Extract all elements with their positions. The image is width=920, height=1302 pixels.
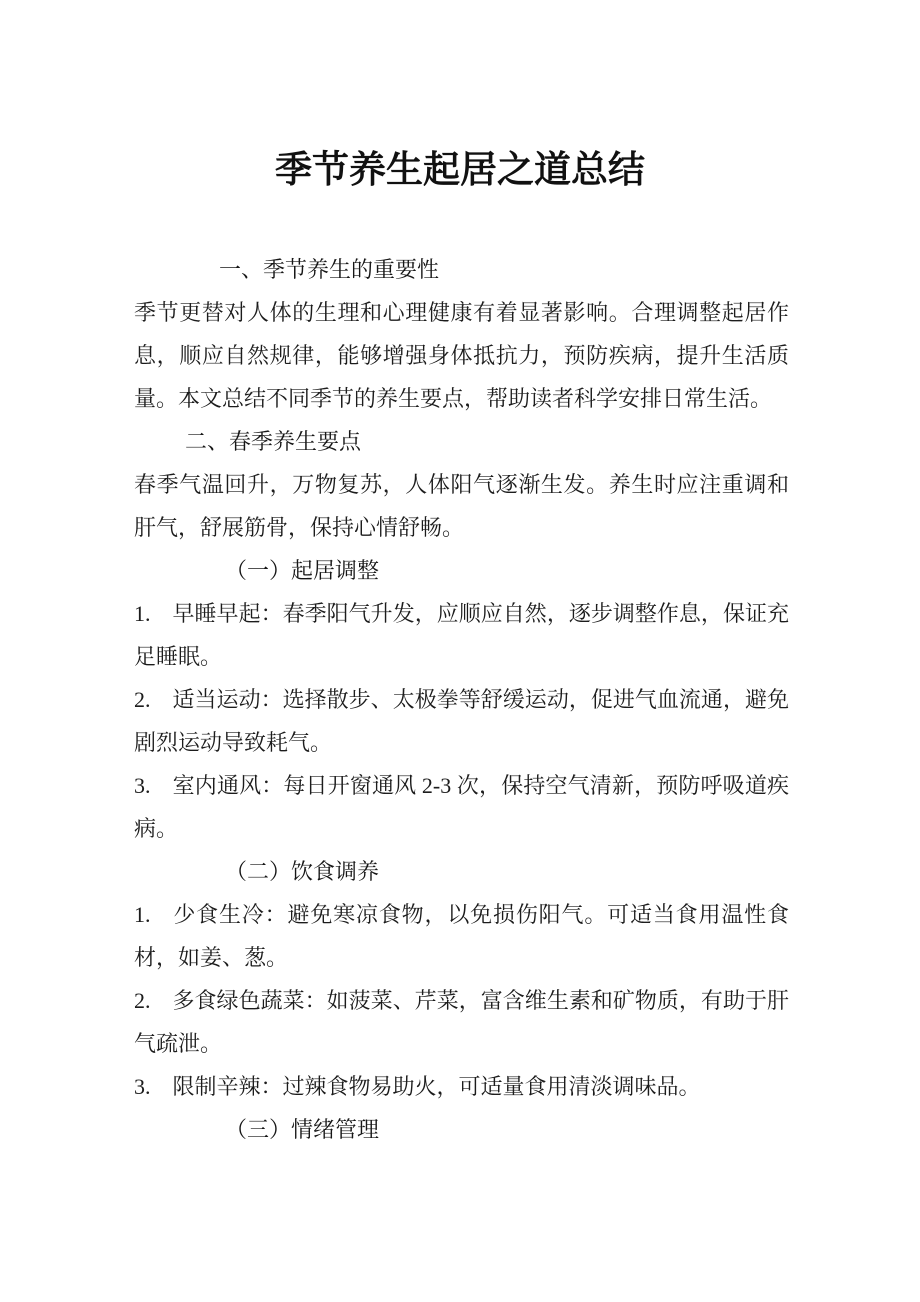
subsection-heading-routine: （一）起居调整 (225, 558, 380, 583)
subsection-heading-diet: （二）饮食调养 (225, 859, 380, 884)
doc-body (134, 248, 789, 1151)
section-heading-importance: 一、季节养生的重要性 (219, 257, 440, 282)
list-item-diet-1: 1. 少食生冷：避免寒凉食物，以免损伤阳气。可适当食用温性食材，如姜、葱。 (134, 902, 789, 970)
list-item-routine-3: 3. 室内通风：每日开窗通风 2-3 次，保持空气清新，预防呼吸道疾病。 (134, 773, 789, 841)
doc-title: 季节养生起居之道总结 (275, 149, 645, 190)
list-item-diet-2: 2. 多食绿色蔬菜：如菠菜、芹菜，富含维生素和矿物质，有助于肝气疏泄。 (134, 988, 789, 1056)
paragraph-spring: 春季气温回升，万物复苏，人体阳气逐渐生发。养生时应注重调和肝气，舒展筋骨，保持心情舒畅。 (134, 472, 789, 540)
section-heading-spring: 二、春季养生要点 (185, 429, 362, 454)
list-item-routine-1: 1. 早睡早起：春季阳气升发，应顺应自然，逐步调整作息，保证充足睡眠。 (134, 601, 789, 669)
paragraph-importance: 季节更替对人体的生理和心理健康有着显著影响。合理调整起居作息，顺应自然规律，能够增强身体抵抗力，预防疾病，提升生活质量。本文总结不同季节的养生要点，帮助读者科学安排日常生活。 (134, 300, 789, 411)
list-item-routine-2: 2. 适当运动：选择散步、太极拳等舒缓运动，促进气血流通，避免剧烈运动导致耗气。 (134, 687, 789, 755)
subsection-heading-emotion: （三）情绪管理 (225, 1117, 380, 1142)
list-item-diet-3: 3. 限制辛辣：过辣食物易助火，可适量食用清淡调味品。 (134, 1074, 701, 1099)
